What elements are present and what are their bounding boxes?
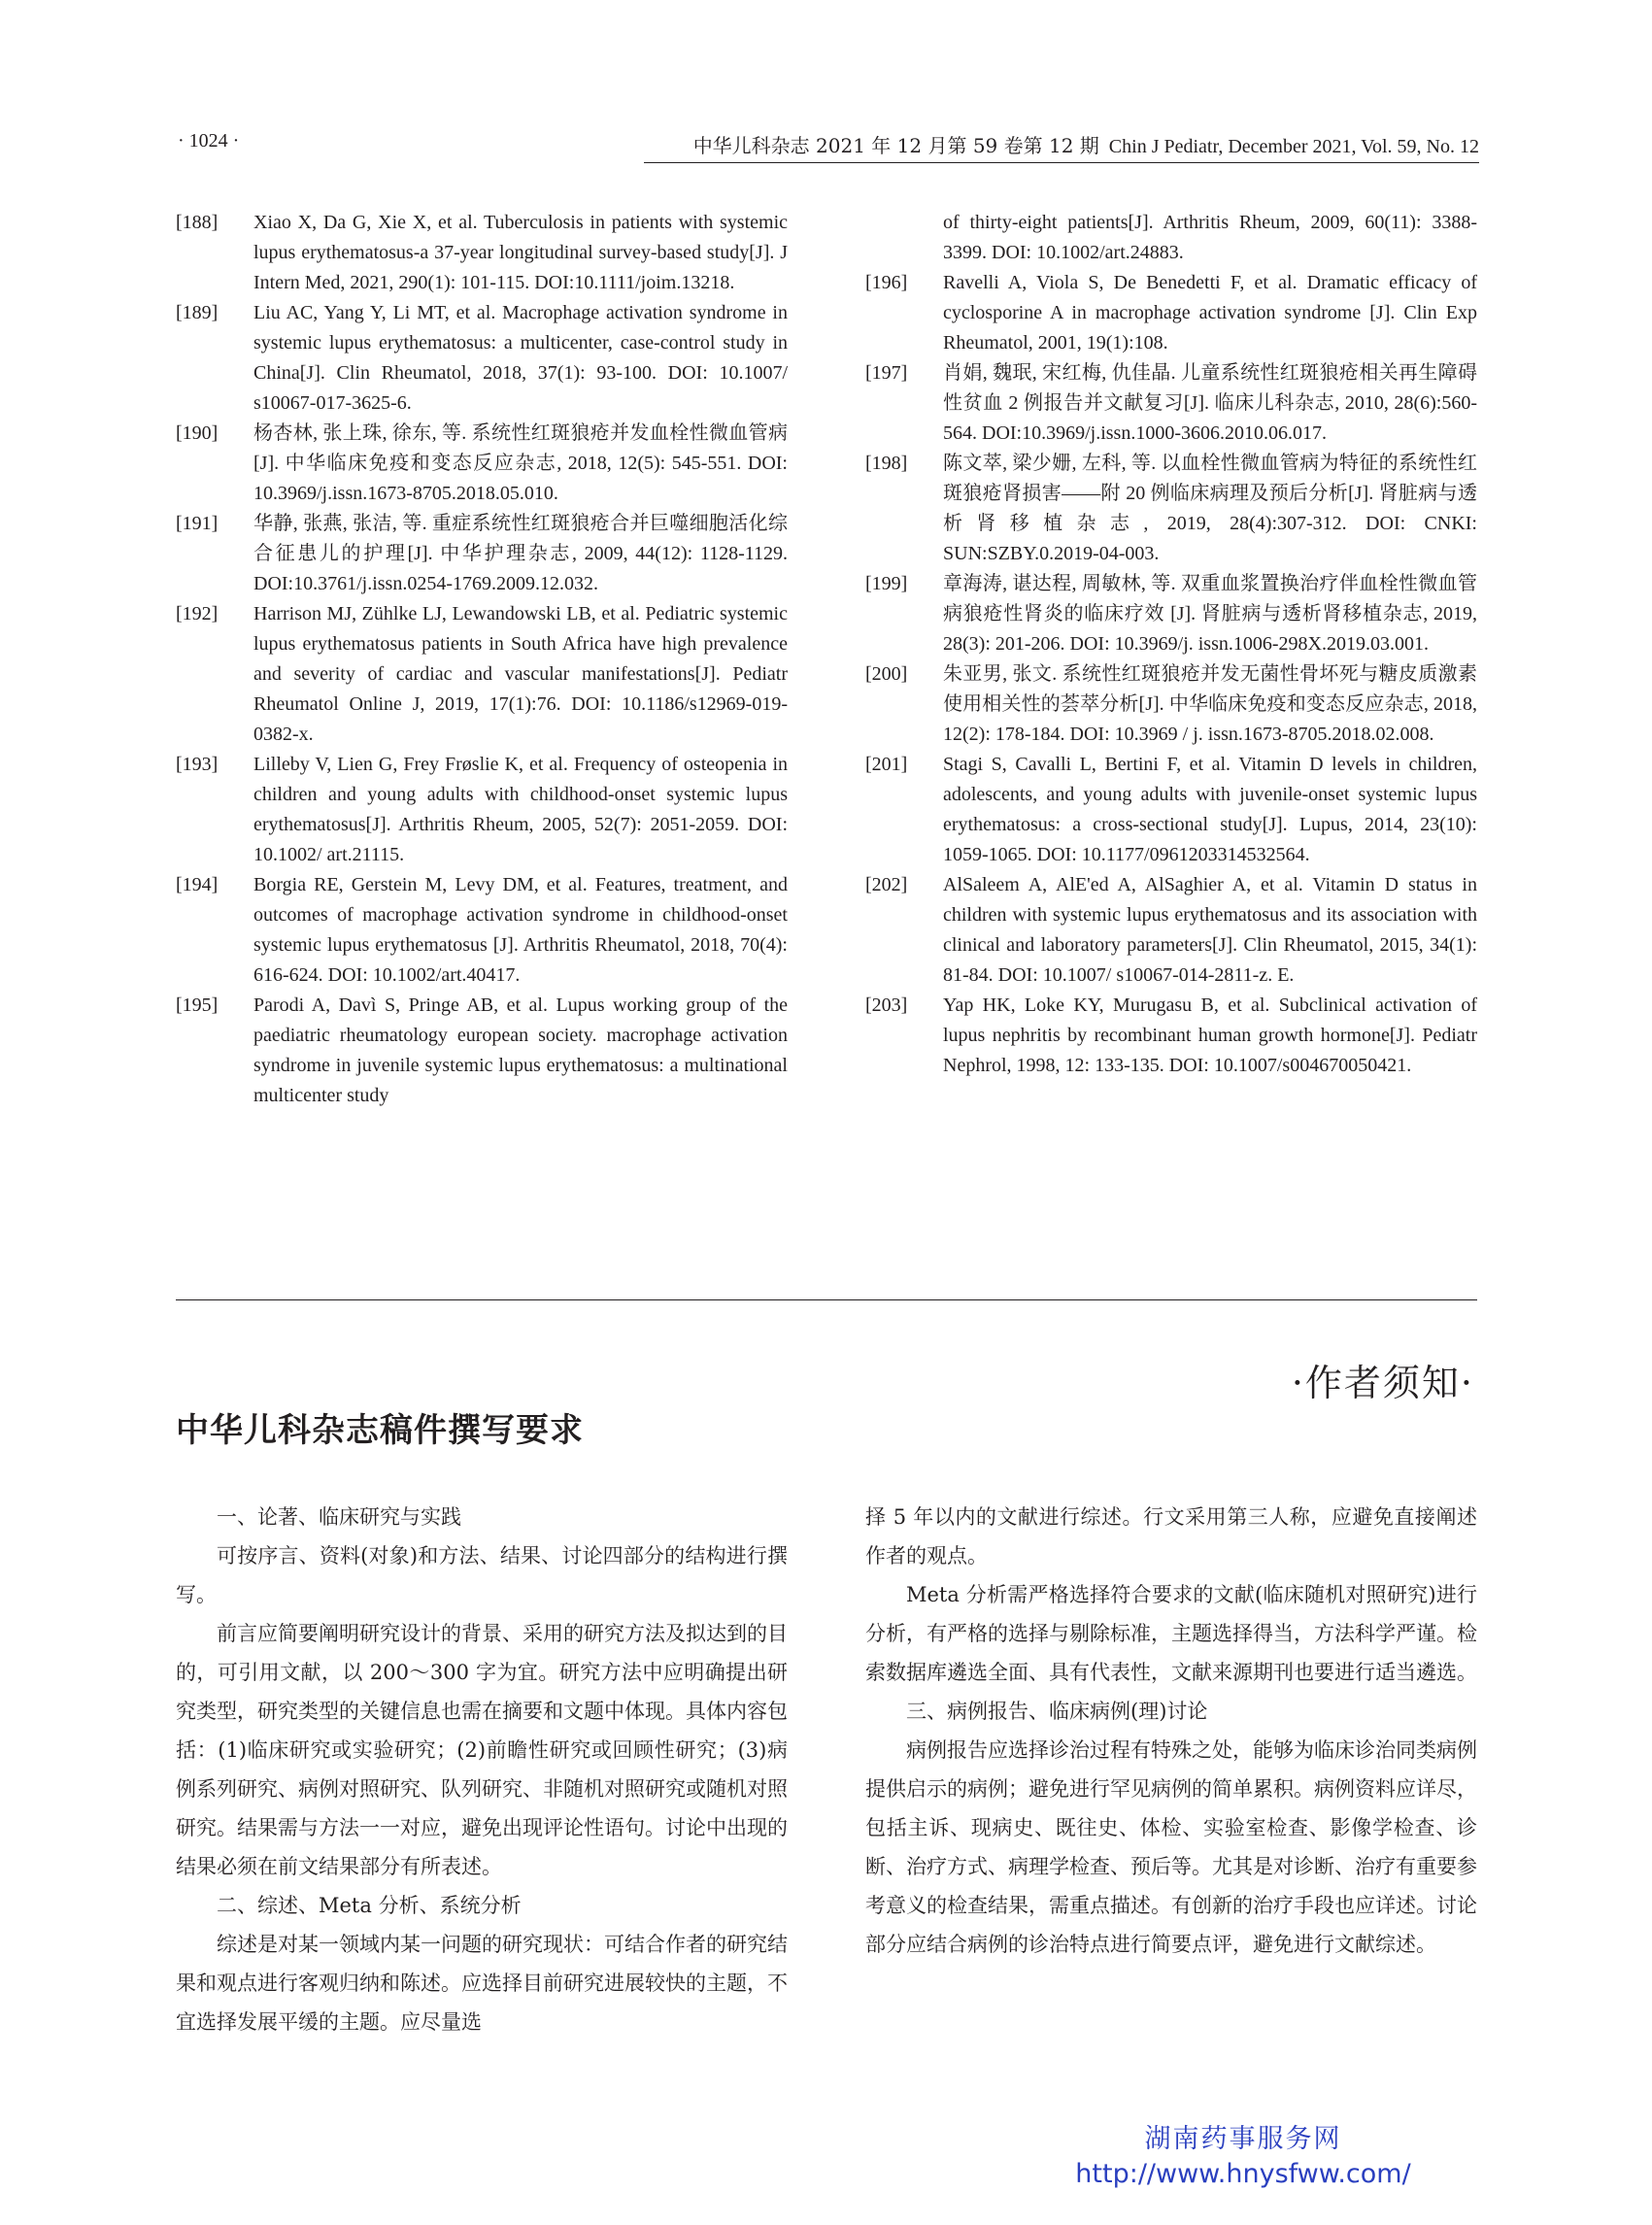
reference-number: [201] [865,754,908,775]
body-paragraph: Meta 分析需严格选择符合要求的文献(临床随机对照研究)进行分析，有严格的选择与剔除标准，主题选择得当，方法科学严谨。检索数据库遴选全面、具有代表性，文献来源期刊也要进行适当遴选。 [865,1583,1477,1684]
reference-item [865,870,1477,991]
reference-number: [189] [176,302,219,323]
body-paragraph: 可按序言、资料(对象)和方法、结果、讨论四部分的结构进行撰写。 [176,1544,788,1606]
journal-title-en: Chin J Pediatr, December 2021, Vol. 59, No. 12 [1108,136,1479,157]
reference-item [865,991,1477,1081]
reference-text: 杨杏林, 张上珠, 徐东, 等. 系统性红斑狼疮并发血栓性微血管病 [J]. 中华临床免疫和变态反应杂志, 2018, 12(5): 545-551. DOI: 10.3969/j.issn.1673-8705.2018.05.010. [253,422,788,504]
reference-item [865,449,1477,569]
reference-item [176,509,788,599]
body-paragraph: 综述是对某一领域内某一问题的研究现状：可结合作者的研究结果和观点进行客观归纳和陈述。应选择目前研究进展较快的主题，不宜选择发展平缓的主题。应尽量选 [176,1933,788,2034]
reference-item [176,870,788,991]
reference-text: of thirty-eight patients[J]. Arthritis Rheum, 2009, 60(11): 3388-3399. DOI: 10.1002/art.24883. [943,212,1477,263]
section-heading: 三、病例报告、临床病例(理)讨论 [906,1700,1208,1723]
reference-number: [188] [176,212,219,233]
watermark-url: http://www.hnysfww.com/ [1075,2159,1411,2189]
watermark-site-name: 湖南药事服务网 [1144,2124,1342,2154]
section-badge: ·作者须知· [1291,1362,1474,1404]
reference-item [176,750,788,870]
section-heading: 二、综述、Meta 分析、系统分析 [217,1894,522,1917]
reference-text: 章海涛, 谌达程, 周敏林, 等. 双重血浆置换治疗伴血栓性微血管病狼疮性肾炎的临床疗效 [J]. 肾脏病与透析肾移植杂志, 2019, 28(3): 201-206. DOI: 10.3969/j. issn.1006-298X.2019.03.001. [943,573,1477,655]
page-number: · 1024 · [178,130,240,152]
journal-info [693,130,1479,158]
reference-item [176,991,788,1111]
reference-text: Parodi A, Davì S, Pringe AB, et al. Lupus working group of the paediatric rheumatology european society. macrophage activation syndrome in juvenile systemic lupus erythematosus: a multinational multicenter study [253,995,788,1106]
notice-title: 中华儿科杂志稿件撰写要求 [176,1411,584,1450]
section-divider [176,1299,1477,1300]
reference-item [865,358,1477,449]
references-left-column [176,208,788,1111]
reference-item [176,298,788,419]
reference-text: Harrison MJ, Zühlke LJ, Lewandowski LB, et al. Pediatric systemic lupus erythematosus patients in South Africa have high prevalence and severity of cardiac and vascular manifestations[J]. Pediatr Rheumatol Online J, 2019, 17(1):76. DOI: 10.1186/s12969-019-0382-x. [253,603,788,745]
reference-number: [203] [865,995,908,1016]
reference-text: 朱亚男, 张文. 系统性红斑狼疮并发无菌性骨坏死与糖皮质激素使用相关性的荟萃分析[J]. 中华临床免疫和变态反应杂志, 2018, 12(2): 178-184. DOI: 10.3969 / j. issn.1673-8705.2018.02.008. [943,663,1477,745]
reference-number: [192] [176,603,219,624]
section-heading: 一、论著、临床研究与实践 [217,1505,461,1529]
reference-item [176,419,788,509]
reference-number: [199] [865,573,908,594]
watermark [1015,2122,1471,2192]
reference-item [865,268,1477,358]
reference-number: [194] [176,874,219,895]
notice-left-column [176,1498,788,2041]
reference-text: 华静, 张燕, 张洁, 等. 重症系统性红斑狼疮合并巨噬细胞活化综合征患儿的护理[J]. 中华护理杂志, 2009, 44(12): 1128-1129. DOI:10.3761/j.issn.0254-1769.2009.12.032. [253,513,788,594]
reference-number: [193] [176,754,219,775]
reference-text: Ravelli A, Viola S, De Benedetti F, et al. Dramatic efficacy of cyclosporine A in macrophage activation syndrome [J]. Clin Exp Rheumatol, 2001, 19(1):108. [943,272,1477,354]
reference-number: [197] [865,362,908,384]
reference-text: 陈文萃, 梁少姗, 左科, 等. 以血栓性微血管病为特征的系统性红斑狼疮肾损害——附 20 例临床病理及预后分析[J]. 肾脏病与透析肾移植杂志, 2019, 28(4):307-312. DOI: CNKI: SUN:SZBY.0.2019-04-003. [943,453,1477,564]
body-paragraph: 病例报告应选择诊治过程有特殊之处，能够为临床诊治同类病例提供启示的病例；避免进行罕见病例的简单累积。病例资料应详尽，包括主诉、现病史、既往史、体检、实验室检查、影像学检查、诊断、治疗方式、病理学检查、预后等。尤其是对诊断、治疗有重要参考意义的检查结果，需重点描述。有创新的治疗手段也应详述。讨论部分应结合病例的诊治特点进行简要点评，避免进行文献综述。 [865,1738,1477,1956]
reference-item-continued [865,208,1477,268]
reference-text: Lilleby V, Lien G, Frey Frøslie K, et al. Frequency of osteopenia in children and young adults with childhood-onset systemic lupus erythematosus[J]. Arthritis Rheum, 2005, 52(7): 2051-2059. DOI: 10.1002/ art.21115. [253,754,788,865]
header-rule [644,162,1479,163]
reference-text: 肖娟, 魏珉, 宋红梅, 仇佳晶. 儿童系统性红斑狼疮相关再生障碍性贫血 2 例报告并文献复习[J]. 临床儿科杂志, 2010, 28(6):560-564. DOI:10.3969/j.issn.1000-3606.2010.06.017. [943,362,1477,444]
reference-number: [190] [176,422,219,444]
references-right-column [865,208,1477,1081]
reference-number: [202] [865,874,908,895]
reference-item [865,750,1477,870]
reference-item [865,659,1477,750]
notice-right-column [865,1498,1477,1964]
body-paragraph: 前言应简要阐明研究设计的背景、采用的研究方法及拟达到的目的，可引用文献，以 200～300 字为宜。研究方法中应明确提出研究类型，研究类型的关键信息也需在摘要和文题中体现。具体内容包括：(1)临床研究或实验研究；(2)前瞻性研究或回顾性研究；(3)病例系列研究、病例对照研究、队列研究、非随机对照研究或随机对照研究。结果需与方法一一对应，避免出现评论性语句。讨论中出现的结果必须在前文结果部分有所表述。 [176,1622,788,1878]
reference-item [176,599,788,750]
reference-number: [198] [865,453,908,474]
journal-title-cn: 中华儿科杂志 2021 年 12 月第 59 卷第 12 期 [692,134,1099,157]
reference-text: Xiao X, Da G, Xie X, et al. Tuberculosis in patients with systemic lupus erythematosus-a 37-year longitudinal survey-based study[J]. J Intern Med, 2021, 290(1): 101-115. DOI:10.1111/joim.13218. [253,212,788,293]
running-header [178,128,1479,163]
reference-text: Stagi S, Cavalli L, Bertini F, et al. Vitamin D levels in children, adolescents, and young adults with juvenile-onset systemic lupus erythematosus: a cross-sectional study[J]. Lupus, 2014, 23(10): 1059-1065. DOI: 10.1177/0961203314532564. [943,754,1477,865]
reference-number: [196] [865,272,908,293]
reference-text: Liu AC, Yang Y, Li MT, et al. Macrophage activation syndrome in systemic lupus erythematosus: a multicenter, case-control study in China[J]. Clin Rheumatol, 2018, 37(1): 93-100. DOI: 10.1007/ s10067-017-3625-6. [253,302,788,414]
body-paragraph-continued: 择 5 年以内的文献进行综述。行文采用第三人称，应避免直接阐述作者的观点。 [865,1505,1477,1568]
reference-text: Borgia RE, Gerstein M, Levy DM, et al. Features, treatment, and outcomes of macrophage activation syndrome in childhood-onset systemic lupus erythematosus [J]. Arthritis Rheumatol, 2018, 70(4): 616-624. DOI: 10.1002/art.40417. [253,874,788,986]
reference-number: [195] [176,995,219,1016]
reference-number: [200] [865,663,908,685]
reference-text: Yap HK, Loke KY, Murugasu B, et al. Subclinical activation of lupus nephritis by recombinant human growth hormone[J]. Pediatr Nephrol, 1998, 12: 133-135. DOI: 10.1007/s004670050421. [943,995,1477,1076]
reference-item [176,208,788,298]
reference-item [865,569,1477,659]
reference-number: [191] [176,513,219,534]
reference-text: AlSaleem A, AlE'ed A, AlSaghier A, et al. Vitamin D status in children with systemic lupus erythematosus and its association with clinical and laboratory parameters[J]. Clin Rheumatol, 2015, 34(1): 81-84. DOI: 10.1007/ s10067-014-2811-z. E. [943,874,1477,986]
